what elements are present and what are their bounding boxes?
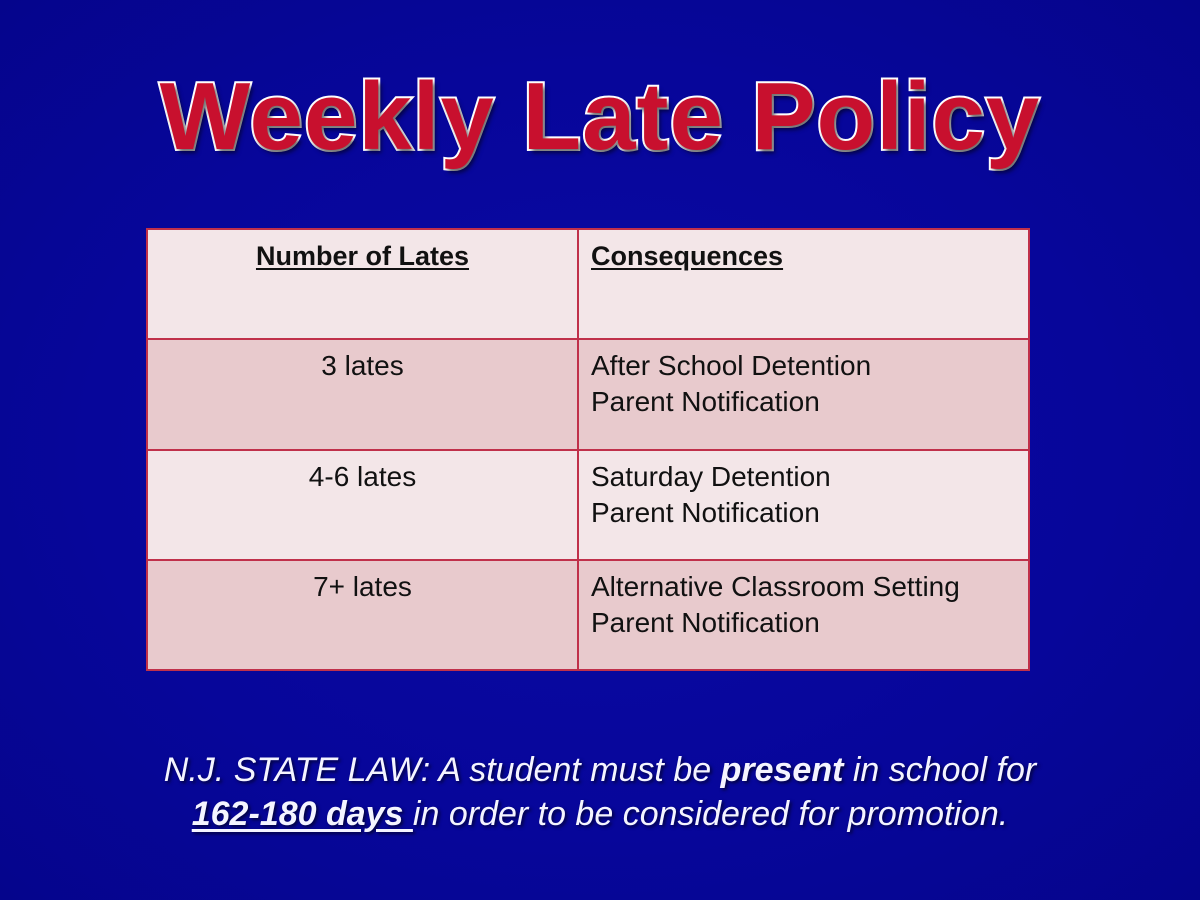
state-law-text: in order to be considered for promotion. bbox=[412, 795, 1009, 833]
consequence-line: Saturday Detention bbox=[591, 460, 831, 492]
consequence-cell bbox=[578, 339, 1029, 449]
table-header-row bbox=[147, 229, 1029, 339]
table-row bbox=[147, 339, 1029, 449]
days-requirement: 162-180 days bbox=[191, 795, 413, 833]
present-emphasis: present bbox=[720, 751, 844, 789]
state-law-text: N.J. STATE LAW: A student must be bbox=[163, 751, 721, 789]
state-law-note bbox=[0, 748, 1200, 836]
consequence-cell bbox=[578, 560, 1029, 670]
state-law-line-2 bbox=[0, 792, 1200, 836]
header-consequences: Consequences bbox=[578, 229, 1029, 339]
lates-cell: 4-6 lates bbox=[147, 450, 578, 560]
consequence-line: Parent Notification bbox=[591, 386, 820, 418]
header-number-of-lates: Number of Lates bbox=[147, 229, 578, 339]
slide-title: Weekly Late Policy bbox=[159, 63, 1041, 170]
lates-cell: 7+ lates bbox=[147, 560, 578, 670]
consequence-line: After School Detention bbox=[591, 350, 872, 382]
state-law-line-1 bbox=[0, 748, 1200, 792]
lates-cell: 3 lates bbox=[147, 339, 578, 449]
consequence-line: Parent Notification bbox=[591, 606, 820, 638]
table-row bbox=[147, 560, 1029, 670]
table-row bbox=[147, 450, 1029, 560]
consequence-line: Parent Notification bbox=[591, 496, 820, 528]
state-law-text: in school for bbox=[843, 751, 1037, 789]
consequence-cell bbox=[578, 450, 1029, 560]
late-policy-table bbox=[146, 228, 1030, 671]
consequence-line: Alternative Classroom Setting bbox=[591, 570, 960, 602]
